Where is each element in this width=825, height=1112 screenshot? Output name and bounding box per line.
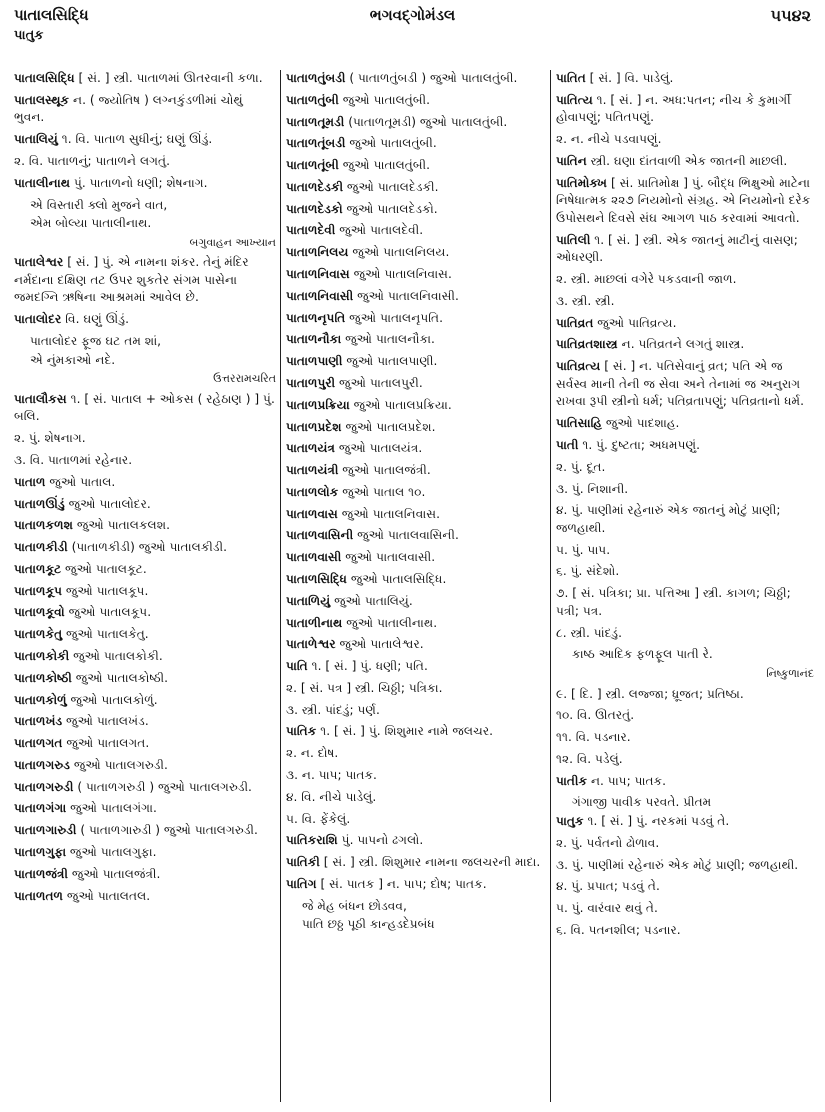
entry-headword: પાતિક bbox=[286, 724, 317, 739]
entry-definition: ૨. [ સં. પત્ર ] સ્ત્રી. ચિઠ્ઠી; પત્રિકા. bbox=[286, 680, 443, 695]
entry-definition: ૮. સ્ત્રી. પાંદડું. bbox=[556, 625, 622, 640]
quotation-line: પાતિ છઠ્ઠ પૂઠી કાન્હડદેપ્રબંધ bbox=[302, 917, 435, 932]
entry-headword: પાતાળિયું bbox=[286, 593, 331, 608]
entry-definition: [ સં. ] સ્ત્રી. પાતાળમાં ઊતરવાની કળા. bbox=[74, 71, 263, 85]
entry-headword: પાતાલોદર bbox=[14, 312, 62, 327]
dictionary-entry bbox=[14, 561, 276, 579]
dictionary-entry bbox=[286, 658, 548, 676]
entry-definition: જુઓ પાતાલકૂપ. bbox=[61, 583, 149, 598]
entry-definition: જુઓ પાતાલયંત્ર. bbox=[334, 441, 423, 456]
entry-definition: જુઓ પાતાલકૂપ. bbox=[64, 605, 152, 620]
entry-definition: જુઓ પાતાલકોષ્ઠી. bbox=[71, 670, 169, 685]
dictionary-entry bbox=[14, 626, 276, 644]
dictionary-entry bbox=[286, 397, 548, 415]
dictionary-entry bbox=[556, 773, 814, 791]
entry-definition: ૨. ન. દોષ. bbox=[286, 746, 339, 761]
dictionary-entry bbox=[556, 336, 814, 354]
entry-definition: પું. પાપનો ઢગલો. bbox=[337, 833, 424, 848]
dictionary-entry bbox=[556, 70, 814, 88]
entry-definition: જુઓ પાતાલપ્રદેશ. bbox=[341, 419, 436, 434]
dictionary-entry bbox=[286, 854, 548, 872]
entry-headword: પાતાળતૂંબડી bbox=[286, 136, 346, 151]
dictionary-entry bbox=[286, 375, 548, 393]
dictionary-entry bbox=[556, 232, 814, 267]
dictionary-entry bbox=[286, 767, 548, 785]
entry-definition: ૧. [ સં. ] પું. નરકમાં પડવું તે. bbox=[583, 814, 730, 829]
entry-definition: જુઓ પાતાલગુફા. bbox=[66, 845, 157, 860]
dictionary-entry bbox=[286, 353, 548, 371]
dictionary-entry bbox=[556, 542, 814, 560]
dictionary-entry bbox=[14, 70, 276, 88]
entry-headword: પાતાળનિવાસી bbox=[286, 288, 354, 303]
entry-definition: (પાતાળતૂમડી) જુઓ પાતાલતુંબી. bbox=[344, 114, 508, 129]
entry-definition: જુઓ પાતાલસિદ્ધિ. bbox=[346, 571, 447, 586]
entry-definition: ૩. સ્ત્રી. પાંદડું; પર્ણ. bbox=[286, 702, 380, 717]
page-number: ૫૫૪૨ bbox=[770, 6, 811, 25]
entry-headword: પાતાળનિલય bbox=[286, 245, 349, 260]
entry-definition: જુઓ પાતાલોદર. bbox=[64, 496, 151, 511]
entry-definition: સ્ત્રી. ઘણા દાંતવાળી એક જાતની માછલી. bbox=[586, 153, 788, 168]
dictionary-entry bbox=[556, 437, 814, 455]
dictionary-entry bbox=[14, 800, 276, 818]
dictionary-entry bbox=[14, 757, 276, 775]
entry-definition: જુઓ પાતાલતલ. bbox=[63, 888, 151, 903]
dictionary-entry bbox=[286, 832, 548, 850]
dictionary-entry bbox=[286, 484, 548, 502]
entry-definition: [ સં. પ્રાતિમોક્ષ ] પું. બૌદ્ધ ભિક્ષુઓ માટેના નિષેધાત્મક ૨૨૭ નિયમોનો સંગ્રહ. એ નિયમોનો દરેક ઉપોસથને દિવસે સંઘ આગળ પાઠ કરવામાં આવતો. bbox=[556, 175, 811, 225]
dictionary-entry bbox=[556, 751, 814, 769]
dictionary-entry bbox=[556, 315, 814, 333]
entry-definition: [ સં. ] પું. એ નામના શંકર. તેનું મંદિર નર્મદાના દક્ષિણ તટ ઉપર શુકતેર સંગમ પાસેના જમદગ્નિ ઋષિના આશ્રમમાં આવેલ છે. bbox=[14, 255, 249, 305]
quotation-line: એ નુંમકાઓ નદે. bbox=[30, 352, 116, 367]
entry-headword: પાતિકી bbox=[286, 855, 320, 870]
entry-definition: જુઓ પાતાલવાસી. bbox=[341, 550, 436, 565]
entry-definition: જુઓ પાતાલ ૧૦. bbox=[338, 484, 426, 499]
entry-headword: પાતાળતૂંબી bbox=[286, 158, 339, 173]
entry-definition: જુઓ પાતાલનૃપતિ. bbox=[345, 310, 443, 325]
dictionary-entry bbox=[286, 702, 548, 720]
entry-headword: પાતાળગરુડી bbox=[14, 779, 74, 794]
dictionary-entry bbox=[14, 430, 276, 448]
column-1 bbox=[14, 70, 276, 1112]
entry-headword: પાતિત્ય bbox=[556, 92, 593, 107]
citation-source: ઉત્તરરામચરિત bbox=[213, 372, 276, 386]
entry-definition: જુઓ પાતાલદેડકી. bbox=[343, 179, 439, 194]
dictionary-entry bbox=[14, 474, 276, 492]
entry-definition: ૨. પું. પર્વતનો ઢોળાવ. bbox=[556, 835, 660, 850]
dictionary-entry bbox=[556, 271, 814, 289]
dictionary-entry bbox=[14, 670, 276, 688]
entry-headword: પાતાળગંગા bbox=[14, 801, 67, 816]
entry-definition: ૪. પું. પ્રપાત; પડવું તે. bbox=[556, 879, 660, 894]
entry-headword: પાતાલેશ્વર bbox=[14, 255, 64, 270]
entry-definition: ( પાતાળતુંબડી ) જુઓ પાતાલતુંબી. bbox=[345, 71, 518, 85]
entry-definition: જુઓ પાતાલગરુડી. bbox=[70, 757, 168, 772]
dictionary-entry bbox=[286, 222, 548, 240]
entry-headword: પાતાળકોળું bbox=[14, 692, 67, 707]
dictionary-entry bbox=[14, 131, 276, 149]
entry-definition: ન. ( જ્યોતિષ ) લગ્નકુંડળીમાં ચોથું ભુવન. bbox=[14, 92, 243, 125]
dictionary-entry bbox=[286, 157, 548, 175]
entry-definition: ૩. પું. નિશાની. bbox=[556, 481, 629, 496]
entry-headword: પાતાળીનાથ bbox=[286, 615, 343, 630]
quotation-line: એ વિસ્તારી ક્લો મુજને વાત, bbox=[30, 197, 168, 212]
dictionary-entry bbox=[556, 459, 814, 477]
entry-definition: ૨. પું. શેષનાગ. bbox=[14, 431, 86, 446]
dictionary-entry bbox=[14, 175, 276, 193]
book-title: ભગવદ્ગોમંડલ bbox=[369, 6, 456, 24]
entry-definition: [ સં. પાતક ] ન. પાપ; દોષ; પાતક. bbox=[316, 876, 487, 891]
dictionary-entry bbox=[556, 900, 814, 918]
entry-definition: જુઓ પાતાલેશ્વર. bbox=[335, 637, 424, 652]
entry-definition: જુઓ પાતાલતુંબી. bbox=[345, 136, 437, 151]
entry-headword: પાતાળકીડી bbox=[14, 540, 68, 555]
entry-headword: પાતાળપાણી bbox=[286, 354, 343, 369]
dictionary-entry bbox=[14, 539, 276, 557]
quotation-line: કાષ્ઠ આદિક ફળફૂલ પાતી રે. bbox=[572, 647, 713, 662]
entry-definition: જુઓ પાતાલજંત્રી. bbox=[338, 463, 431, 478]
entry-headword: પાતાલસિદ્ધિ bbox=[14, 71, 75, 85]
entry-headword: પાતાળપ્રક્રિયા bbox=[286, 397, 350, 412]
entry-definition: જુઓ પાતાલવાસિની. bbox=[353, 528, 459, 543]
entry-headword: પાતાળઊંડું bbox=[14, 496, 65, 511]
dictionary-entry bbox=[286, 811, 548, 829]
dictionary-entry bbox=[286, 70, 548, 88]
entry-definition: જુઓ પાતાલકેતુ. bbox=[62, 627, 149, 642]
entry-headword: પાતાલૌકસ bbox=[14, 391, 67, 406]
entry-definition: ૫. પું. પાપ. bbox=[556, 542, 611, 557]
dictionary-entry bbox=[556, 686, 814, 704]
entry-definition: ૫. પું. વારંવાર થવું તે. bbox=[556, 901, 658, 916]
entry-definition: ૫. વિ. ફેંકેલું. bbox=[286, 811, 351, 826]
entry-definition: ૩. પું. પાણીમાં રહેનારું એક મોટું પ્રાણી; જળહાથી. bbox=[556, 857, 799, 872]
dictionary-entry bbox=[556, 857, 814, 875]
entry-headword: પાતિલી bbox=[556, 232, 591, 247]
dictionary-entry bbox=[286, 723, 548, 741]
dictionary-entry bbox=[556, 92, 814, 127]
entry-headword: પાતાળદેડકી bbox=[286, 179, 344, 194]
entry-headword: પાતાળવાસિની bbox=[286, 528, 354, 543]
dictionary-entry bbox=[14, 517, 276, 535]
dictionary-entry bbox=[14, 496, 276, 514]
entry-headword: પાતાળખંડ bbox=[14, 714, 63, 729]
dictionary-entry bbox=[14, 583, 276, 601]
entry-definition: ૧. [ સં. ] પું. શિશુમાર નામે જલચર. bbox=[316, 724, 493, 739]
entry-definition: ૨. ન. નીચે પડવાપણું. bbox=[556, 132, 662, 147]
dictionary-entry bbox=[556, 707, 814, 725]
entry-headword: પાતીક bbox=[556, 773, 588, 788]
dictionary-entry bbox=[14, 452, 276, 470]
dictionary-entry bbox=[286, 745, 548, 763]
quotation-line: જે મેહ બંધન છોડવવ, bbox=[302, 898, 407, 913]
entry-headword: પાતાળવાસી bbox=[286, 550, 342, 565]
dictionary-entry bbox=[286, 615, 548, 633]
dictionary-entry bbox=[286, 440, 548, 458]
entry-definition: ૧. પું. દુષ્ટતા; અધમપણું. bbox=[578, 437, 701, 452]
entry-definition: જુઓ પાતાલગત. bbox=[62, 736, 150, 751]
dictionary-entry bbox=[14, 735, 276, 753]
dictionary-entry bbox=[286, 201, 548, 219]
entry-headword: પાતાળકોષ્ઠી bbox=[14, 670, 72, 685]
entry-definition: જુઓ પાતાલખંડ. bbox=[62, 714, 149, 729]
entry-definition: જુઓ પાતાલિયું. bbox=[330, 593, 413, 608]
entry-headword: પાતાળ bbox=[14, 474, 46, 489]
entry-headword: પાતુક bbox=[556, 814, 584, 829]
entry-definition: જુઓ પાતાલકૂટ. bbox=[61, 561, 147, 576]
entry-headword: પાતાળસિદ્ધિ bbox=[286, 571, 347, 586]
entry-headword: પાતિસાહિ bbox=[556, 416, 603, 431]
left-guide-word-sub: પાતુક bbox=[14, 28, 44, 43]
entry-definition: ન. પાપ; પાતક. bbox=[587, 773, 667, 788]
dictionary-entry bbox=[286, 462, 548, 480]
entry-definition: ૨. વિ. પાતાળનું; પાતાળને લગતું. bbox=[14, 153, 171, 168]
entry-definition: ૧. [ સં. પાતાલ + ઓકસ ( રહેઠાણ ) ] પું. બલિ. bbox=[14, 391, 275, 424]
dictionary-entry bbox=[14, 779, 276, 797]
dictionary-entry bbox=[556, 415, 814, 433]
entry-definition: ૯. [ દિ. ] સ્ત્રી. લજ્જા; ધ્રૂજત; પ્રતિષ્ઠા. bbox=[556, 686, 744, 701]
entry-definition: [ સં. ] સ્ત્રી. શિશુમાર નામના જલચરની માદા. bbox=[319, 855, 541, 870]
entry-definition: જુઓ પાતાલીનાથ. bbox=[342, 615, 438, 630]
entry-definition: ૧૨. વિ. પડેલું. bbox=[556, 751, 623, 766]
entry-definition: જુઓ પાતાલજંત્રી. bbox=[67, 866, 161, 881]
entry-definition: ૧. વિ. પાતાળ સુધીનું; ઘણું ઊંડું. bbox=[57, 132, 213, 147]
dictionary-entry bbox=[556, 153, 814, 171]
entry-definition: ૩. વિ. પાતાળમાં રહેનાર. bbox=[14, 452, 133, 467]
dictionary-entry bbox=[286, 135, 548, 153]
column-2 bbox=[286, 70, 548, 1112]
entry-definition: (પાતાળકીડી) જુઓ પાતાલકીડી. bbox=[67, 540, 227, 555]
dictionary-entry bbox=[14, 866, 276, 884]
left-guide-word: પાતાલસિદ્ધિ bbox=[14, 6, 89, 24]
dictionary-entry bbox=[556, 563, 814, 581]
citation-source: બગુવાહન આખ્યાન bbox=[189, 235, 276, 249]
entry-headword: પાતાળતુંબડી bbox=[286, 71, 346, 85]
dictionary-entry bbox=[286, 310, 548, 328]
column-divider bbox=[280, 70, 281, 1102]
entry-headword: પાતાળનૌકા bbox=[286, 332, 342, 347]
entry-headword: પાતિકરાશિ bbox=[286, 833, 338, 848]
entry-definition: જુઓ પાતાલતુંબી. bbox=[338, 158, 431, 173]
dictionary-entry bbox=[286, 549, 548, 567]
entry-definition: ( પાતાળગારુડી ) જુઓ પાતાલગરુડી. bbox=[76, 823, 258, 838]
entry-headword: પાતિમોક્ખ bbox=[556, 175, 608, 190]
entry-headword: પાતાળકૂવો bbox=[14, 605, 65, 620]
dictionary-entry bbox=[286, 331, 548, 349]
dictionary-entry bbox=[286, 636, 548, 654]
entry-headword: પાતિ bbox=[286, 659, 308, 674]
dictionary-entry bbox=[556, 175, 814, 228]
entry-headword: પાતાલીનાથ bbox=[14, 175, 71, 190]
dictionary-entry bbox=[286, 876, 548, 894]
dictionary-entry bbox=[286, 527, 548, 545]
entry-definition: જુઓ પાતાલનિલય. bbox=[348, 245, 450, 260]
entry-headword: પાતાળતૂમડી bbox=[286, 114, 345, 129]
dictionary-entry bbox=[14, 604, 276, 622]
entry-definition: જુઓ પાતાલનિવાસ. bbox=[337, 506, 441, 521]
dictionary-entry bbox=[286, 789, 548, 807]
dictionary-entry bbox=[556, 625, 814, 643]
quotation-line: પાતાલોદર ફૂજ ઘટ તમ શાં, bbox=[30, 334, 162, 349]
dictionary-entry bbox=[14, 311, 276, 329]
entry-definition: ૧. [ સં. ] પું. ધણી; પતિ. bbox=[307, 659, 428, 674]
entry-headword: પાતાળકૂપ bbox=[14, 583, 62, 598]
dictionary-entry bbox=[556, 922, 814, 940]
column-divider bbox=[550, 70, 551, 1102]
entry-definition: જુઓ પાતાલકલશ. bbox=[72, 518, 171, 533]
dictionary-entry bbox=[14, 648, 276, 666]
dictionary-entry bbox=[14, 888, 276, 906]
dictionary-entry bbox=[556, 878, 814, 896]
entry-definition: જુઓ પાતાલપાણી. bbox=[342, 354, 438, 369]
entry-definition: જુઓ પાતાલપ્રક્રિયા. bbox=[349, 397, 452, 412]
entry-headword: પાતાળકૂટ bbox=[14, 561, 62, 576]
entry-definition: ૪. પું. પાણીમાં રહેનારું એક જાતનું મોટું પ્રાણી; જળહાથી. bbox=[556, 503, 781, 535]
dictionary-entry bbox=[286, 419, 548, 437]
entry-definition: ૨. પું. દૂત. bbox=[556, 459, 606, 474]
page-header bbox=[14, 6, 811, 46]
dictionary-entry bbox=[556, 131, 814, 149]
entry-headword: પાતાળતુંબી bbox=[286, 92, 339, 107]
entry-definition: જુઓ પાતાલ. bbox=[45, 474, 116, 489]
entry-definition: [ સં. ] વિ. પાડેલું. bbox=[585, 71, 674, 85]
entry-definition: જુઓ પાતાલગંગા. bbox=[66, 801, 157, 816]
entry-headword: પાતાળયંત્રી bbox=[286, 463, 339, 478]
entry-definition: ન. પતિવ્રતને લગતું શાસ્ત્ર. bbox=[617, 337, 745, 352]
entry-headword: પાતાળજંત્રી bbox=[14, 866, 68, 881]
dictionary-entry bbox=[14, 391, 276, 426]
entry-headword: પાતાળતળ bbox=[14, 888, 64, 903]
dictionary-entry bbox=[286, 680, 548, 698]
entry-definition: ૧૧. વિ. પડનાર. bbox=[556, 730, 631, 745]
entry-headword: પાતાલિયું bbox=[14, 132, 58, 147]
entry-definition: જુઓ પાતિવ્રત્ય. bbox=[593, 315, 677, 330]
entry-definition: ૩. સ્ત્રી. સ્ત્રી. bbox=[556, 293, 615, 308]
dictionary-entry bbox=[286, 593, 548, 611]
dictionary-entry bbox=[14, 153, 276, 171]
entry-headword: પાતાલસ્થૂક bbox=[14, 92, 70, 107]
entry-definition: જુઓ પાતાલનૌકા. bbox=[341, 332, 435, 347]
dictionary-entry bbox=[556, 729, 814, 747]
entry-definition: જુઓ પાતાલદેવી. bbox=[335, 223, 424, 238]
entry-definition: ૭. [ સં. પત્રિકા; પ્રા. પત્તિઆ ] સ્ત્રી. કાગળ; ચિઠ્ઠી; પત્રી; પત્ર. bbox=[556, 586, 791, 618]
dictionary-entry bbox=[286, 92, 548, 110]
entry-headword: પાતાળકેતુ bbox=[14, 627, 63, 642]
entry-headword: પાતાળદેવી bbox=[286, 223, 336, 238]
dictionary-entry bbox=[556, 502, 814, 537]
entry-headword: પાતાળયંત્ર bbox=[286, 441, 335, 456]
entry-headword: પાતિવ્રતશાસ્ત્ર bbox=[556, 337, 618, 352]
entry-definition: ૬. પું. સંદેશો. bbox=[556, 564, 620, 579]
entry-definition: જુઓ પાદશાહ. bbox=[602, 416, 680, 431]
entry-definition: ૧૦. વિ. ઊતરતું. bbox=[556, 708, 635, 723]
entry-definition: ૪. વિ. નીચે પાડેલું. bbox=[286, 789, 377, 804]
dictionary-entry bbox=[556, 585, 814, 620]
entry-headword: પાતાળેશ્વર bbox=[286, 637, 336, 652]
quotation-line: એમ બોલ્યા પાતાલીનાથ. bbox=[30, 216, 152, 231]
entry-definition: જુઓ પાતાલનિવાસી. bbox=[353, 288, 459, 303]
entry-definition: જુઓ પાતાલદેડકો. bbox=[342, 201, 438, 216]
dictionary-entry bbox=[556, 813, 814, 831]
entry-headword: પાતાળલોક bbox=[286, 484, 339, 499]
entry-headword: પાતાળગુફા bbox=[14, 845, 67, 860]
entry-definition: પું. પાતાળનો ધણી; શેષનાગ. bbox=[70, 175, 208, 190]
entry-definition: ૩. ન. પાપ; પાતક. bbox=[286, 768, 377, 782]
entry-definition: ૨. સ્ત્રી. માછલાં વગેરે પકડવાની જાળ. bbox=[556, 272, 737, 287]
entry-definition: ૬. વિ. પતનશીલ; પડનાર. bbox=[556, 922, 681, 937]
dictionary-entry bbox=[14, 254, 276, 307]
entry-headword: પાતાળગત bbox=[14, 736, 63, 751]
dictionary-entry bbox=[14, 844, 276, 862]
entry-headword: પાતાળપ્રદેશ bbox=[286, 419, 342, 434]
column-3 bbox=[556, 70, 814, 1112]
entry-definition: જુઓ પાતાલકોળું. bbox=[66, 692, 158, 707]
entry-headword: પાતાળનૃપતિ bbox=[286, 310, 346, 325]
entry-headword: પાતિવ્રત્ય bbox=[556, 359, 601, 374]
dictionary-entry bbox=[286, 571, 548, 589]
dictionary-entry bbox=[286, 506, 548, 524]
entry-headword: પાતાળકોકી bbox=[14, 649, 70, 663]
entry-definition: વિ. ઘણું ઊંડું. bbox=[61, 312, 129, 327]
dictionary-entry bbox=[556, 293, 814, 311]
entry-definition: ૧. [ સં. ] સ્ત્રી. એક જાતનું માટીનું વાસણ; ઓધરણી. bbox=[556, 232, 798, 265]
dictionary-entry bbox=[14, 92, 276, 127]
entry-headword: પાતાળનિવાસ bbox=[286, 267, 350, 282]
quotation-line: ગંગાજી પાવીક પરવતે. પ્રીતમ bbox=[572, 795, 712, 810]
dictionary-entry bbox=[14, 822, 276, 840]
entry-definition: જુઓ પાતાલકોકી. bbox=[69, 649, 163, 663]
entry-headword: પાતાળગારુડી bbox=[14, 823, 77, 838]
entry-headword: પાતિત bbox=[556, 71, 586, 85]
dictionary-entry bbox=[286, 244, 548, 262]
entry-headword: પાતાળદેડકો bbox=[286, 201, 343, 216]
entry-definition: જુઓ પાતાલતુંબી. bbox=[338, 92, 431, 107]
dictionary-entry bbox=[556, 358, 814, 411]
citation-source: નિષ્કુળાનંદ bbox=[766, 666, 814, 680]
dictionary-entry bbox=[556, 835, 814, 853]
entry-definition: [ સં. ] ન. પતિસેવાનું વ્રત; પતિ એ જ સર્વસ્વ માની તેની જ સેવા અને તેનામાં જ અનુરાગ રાખવા રૂપી સ્ત્રીનો ધર્મ; પતિવ્રતાપણું; પતિવ્રતાનો ધર્મ. bbox=[556, 359, 805, 409]
entry-headword: પાતિગ bbox=[286, 876, 317, 891]
dictionary-entry bbox=[14, 713, 276, 731]
dictionary-entry bbox=[556, 481, 814, 499]
entry-definition: ( પાતાળગરુડી ) જુઓ પાતાલગરુડી. bbox=[73, 779, 252, 794]
entry-definition: જુઓ પાતાલનિવાસ. bbox=[349, 267, 452, 282]
entry-headword: પાતાળપુરી bbox=[286, 375, 336, 390]
dictionary-entry bbox=[286, 266, 548, 284]
dictionary-entry bbox=[286, 114, 548, 132]
entry-headword: પાતી bbox=[556, 437, 579, 452]
entry-headword: પાતાળગરુડ bbox=[14, 757, 70, 772]
entry-headword: પાતાળકળશ bbox=[14, 518, 73, 533]
dictionary-entry bbox=[14, 692, 276, 710]
entry-definition: ૧. [ સં. ] ન. અધ:પતન; નીચ કે કુમાર્ગી હોવાપણું; પતિતપણું. bbox=[556, 92, 791, 125]
dictionary-entry bbox=[286, 179, 548, 197]
entry-definition: જુઓ પાતાલપુરી. bbox=[335, 375, 423, 390]
entry-headword: પાતિન bbox=[556, 153, 587, 168]
entry-headword: પાતાળવાસ bbox=[286, 506, 338, 521]
entry-headword: પાતિવ્રત bbox=[556, 315, 594, 330]
dictionary-entry bbox=[286, 288, 548, 306]
